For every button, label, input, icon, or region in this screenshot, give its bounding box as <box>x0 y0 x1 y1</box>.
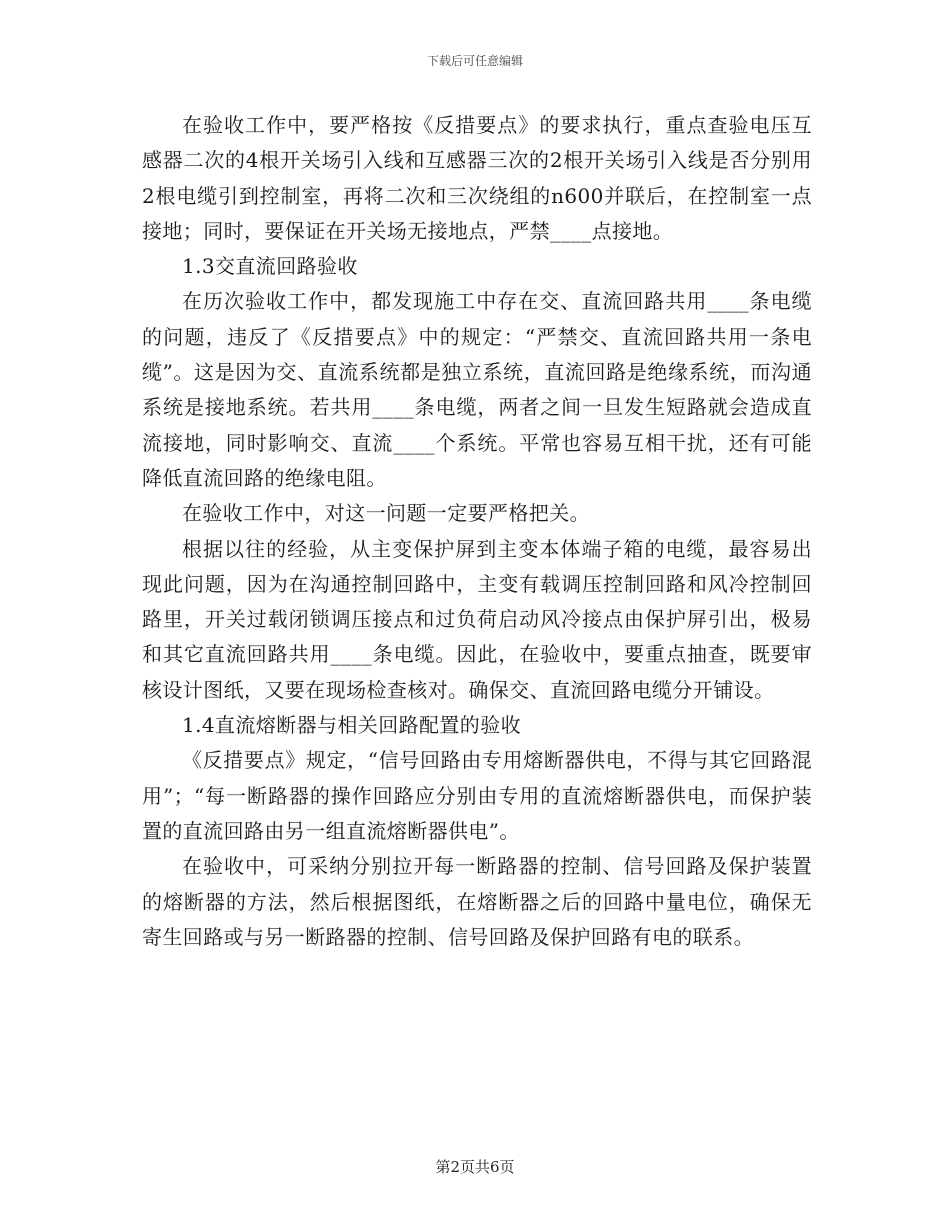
section-heading-1-3: 1.3交直流回路验收 <box>182 254 358 279</box>
paragraph-fuse-check-method: 在验收中，可采纳分别拉开每一断路器的控制、信号回路及保护装置的熔断器的方法，然后根据图纸，在熔断器之后的回路中量电位，确保无寄生回路或与另一断路器的控制、信号回路及保护回路有电的联系。 <box>142 854 812 949</box>
document-body <box>142 108 812 955</box>
paragraph-strict-control: 在验收工作中，对这一问题一定要严格把关。 <box>182 501 590 526</box>
paragraph-ac-dc-shared-cable: 在历次验收工作中，都发现施工中存在交、直流回路共用____条电缆的问题，违反了《反措要点》中的规定：“严禁交、直流回路共用一条电缆”。这是因为交、直流系统都是独立系统，直流回路是绝缘系统，而沟通系统是接地系统。若共用____条电缆，两者之间一旦发生短路就会造成直流接地，同时影响交、直流____个系统。平常也容易互相干扰，还有可能降低直流回路的绝缘电阻。 <box>142 289 812 490</box>
page-header: 下载后可任意编辑 <box>426 54 523 68</box>
paragraph-fuse-regulation: 《反措要点》规定，“信号回路由专用熔断器供电，不得与其它回路混用”；“每一断路器的操作回路应分别由专用的直流熔断器供电，而保护装置的直流回路由另一组直流熔断器供电”。 <box>142 748 812 843</box>
page-number-footer: 第2页共6页 <box>435 1158 515 1176</box>
paragraph-acceptance-pt-grounding: 在验收工作中，要严格按《反措要点》的要求执行，重点查验电压互感器二次的4根开关场引入线和互感器三次的2根开关场引入线是否分别用2根电缆引到控制室，再将二次和三次绕组的n600并联后，在控制室一点接地；同时，要保证在开关场无接地点，严禁____点接地。 <box>142 113 812 243</box>
paragraph-transformer-experience: 根据以往的经验，从主变保护屏到主变本体端子箱的电缆，最容易出现此问题，因为在沟通控制回路中，主变有载调压控制回路和风冷控制回路里，开关过载闭锁调压接点和过负荷启动风冷接点由保护屏引出，极易和其它直流回路共用____条电缆。因此，在验收中，要重点抽查，既要审核设计图纸，又要在现场检查核对。确保交、直流回路电缆分开铺设。 <box>142 536 812 702</box>
section-heading-1-4: 1.4直流熔断器与相关回路配置的验收 <box>182 713 522 738</box>
